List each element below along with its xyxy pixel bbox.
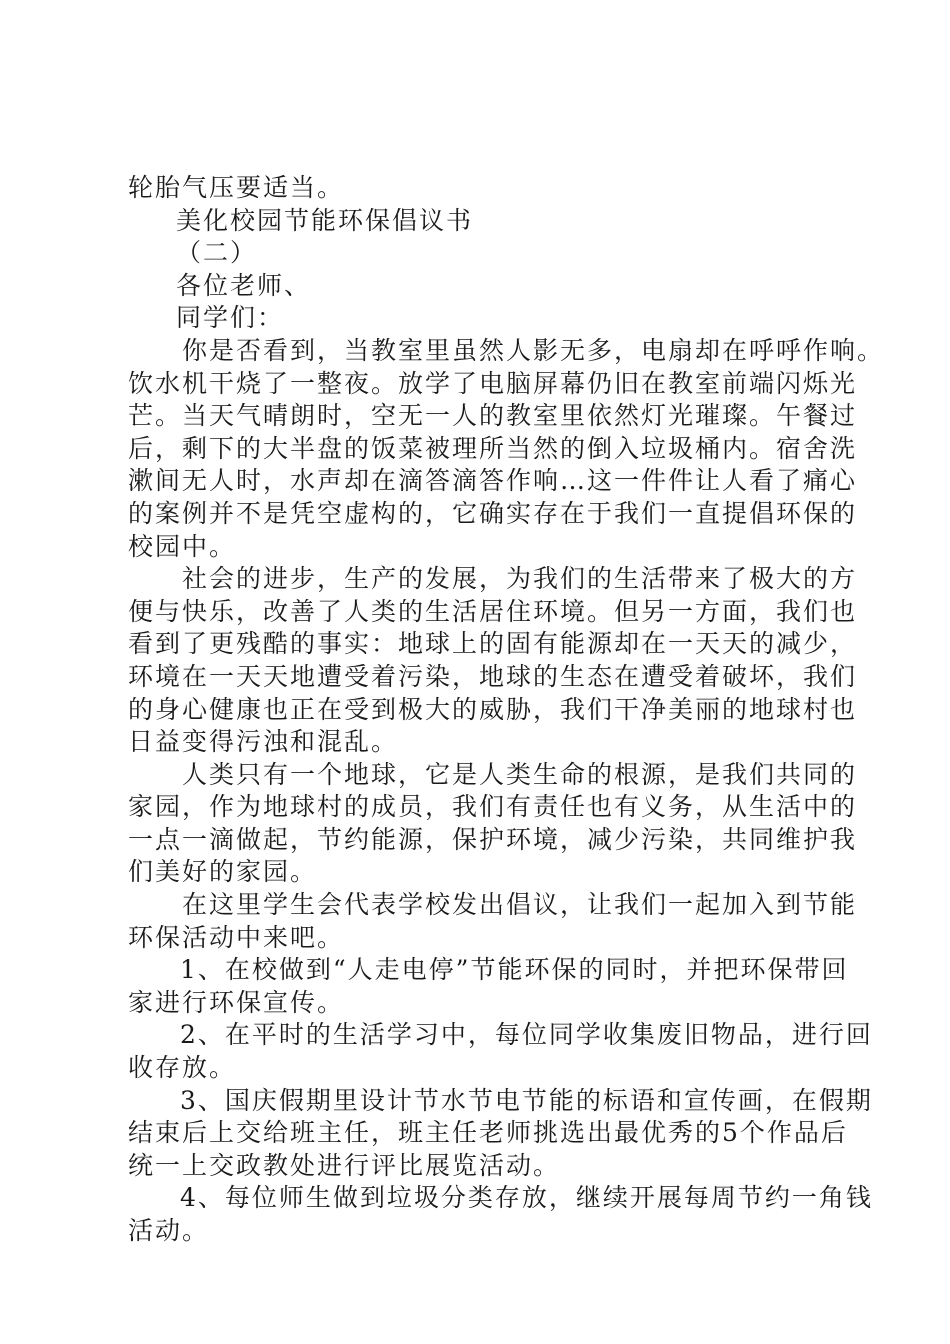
salutation-line: 同学们： xyxy=(176,303,285,333)
document-page xyxy=(128,172,885,1248)
paragraph-line: 们美好的家园。 xyxy=(128,857,318,887)
list-item-line: 统一上交政教处进行评比展览活动。 xyxy=(128,1150,561,1180)
text-line: 轮胎气压要适当。 xyxy=(128,173,345,202)
list-item-line: 结束后上交给班主任，班主任老师挑选出最优秀的5个作品后 xyxy=(128,1118,848,1148)
paragraph-line: 漱间无人时，水声却在滴答滴答作响…这一件件让人看了痛心 xyxy=(128,466,858,496)
paragraph-line: 你是否看到，当教室里虽然人影无多，电扇却在呼呼作响。 xyxy=(182,335,885,365)
list-item-line: 3、国庆假期里设计节水节电节能的标语和宣传画，在假期 xyxy=(180,1085,873,1115)
paragraph-line: 家园，作为地球村的成员，我们有责任也有义务，从生活中的 xyxy=(128,792,858,822)
paragraph-line: 在这里学生会代表学校发出倡议，让我们一起加入到节能 xyxy=(182,890,858,920)
paragraph-line: 环保活动中来吧。 xyxy=(128,922,345,952)
list-item-line: 家进行环保宣传。 xyxy=(128,987,345,1017)
paragraph-line: 后，剩下的大半盘的饭菜被理所当然的倒入垃圾桶内。宿舍洗 xyxy=(128,433,858,463)
list-item-line: 活动。 xyxy=(128,1216,210,1245)
paragraph-line: 饮水机干烧了一整夜。放学了电脑屏幕仍旧在教室前端闪烁光 xyxy=(128,368,858,398)
paragraph-line: 社会的进步，生产的发展，为我们的生活带来了极大的方 xyxy=(182,564,858,594)
paragraph-line: 环境在一天天地遭受着污染，地球的生态在遭受着破坏，我们 xyxy=(128,661,858,691)
document-subtitle: （二） xyxy=(176,238,258,268)
list-item-line: 1、在校做到“人走电停”节能环保的同时，并把环保带回 xyxy=(180,955,849,985)
paragraph-line: 的身心健康也正在受到极大的威胁，我们干净美丽的地球村也 xyxy=(128,694,858,724)
list-item-line: 收存放。 xyxy=(128,1053,237,1083)
paragraph-line: 看到了更残酷的事实：地球上的固有能源却在一天天的减少， xyxy=(128,629,858,659)
list-item-line: 2、在平时的生活学习中，每位同学收集废旧物品，进行回 xyxy=(180,1020,873,1050)
paragraph-line: 校园中。 xyxy=(128,531,237,561)
paragraph-line: 一点一滴做起，节约能源，保护环境，减少污染，共同维护我 xyxy=(128,824,858,854)
paragraph-line: 的案例并不是凭空虚构的，它确实存在于我们一直提倡环保的 xyxy=(128,498,858,528)
paragraph-line: 日益变得污浊和混乱。 xyxy=(128,727,399,757)
list-item-line: 4、每位师生做到垃圾分类存放，继续开展每周节约一角钱 xyxy=(180,1183,873,1213)
paragraph-line: 便与快乐，改善了人类的生活居住环境。但另一方面，我们也 xyxy=(128,596,858,626)
salutation-line: 各位老师、 xyxy=(176,270,312,300)
paragraph-line: 芒。当天气晴朗时，空无一人的教室里依然灯光璀璨。午餐过 xyxy=(128,401,858,431)
paragraph-line: 人类只有一个地球，它是人类生命的根源，是我们共同的 xyxy=(182,759,858,789)
document-title: 美化校园节能环保倡议书 xyxy=(176,205,474,235)
